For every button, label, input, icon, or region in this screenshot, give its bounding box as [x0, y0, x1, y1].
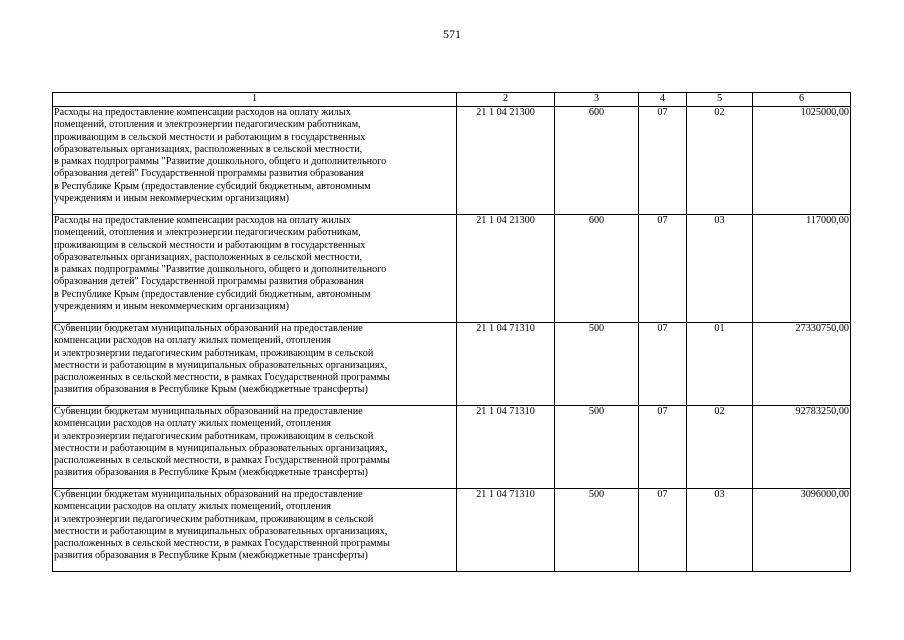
header-cell-amount: 6 — [753, 93, 851, 107]
row-col5: 03 — [687, 215, 753, 323]
row-col5: 03 — [687, 489, 753, 572]
row-code: 21 1 04 71310 — [457, 489, 555, 572]
row-col3: 500 — [555, 489, 639, 572]
row-description: Расходы на предоставление компенсации расходов на оплату жилых помещений, отопления и электроэнергии педагогическим работникам, проживающим в сельской местности и работающим в государственных образовательных организациях, расположенных в сельской местности, в рамках подпрограммы "Развитие дошкольного, общего и дополнительного образования детей" Государственной программы развития образования в Республике Крым (предоставление субсидий бюджетным, автономным учреждениям и иным некоммерческим организациям) — [53, 215, 457, 323]
header-cell-col4: 4 — [639, 93, 687, 107]
row-col5: 02 — [687, 107, 753, 215]
row-col4: 07 — [639, 406, 687, 489]
row-description: Субвенции бюджетам муниципальных образований на предоставление компенсации расходов на оплату жилых помещений, отопления и электроэнергии педагогическим работникам, проживающим в сельской местности и работающим в муниципальных образовательных организациях, расположенных в сельской местности, в рамках Государственной программы развития образования в Республике Крым (межбюджетные трансферты) — [53, 323, 457, 406]
row-description: Субвенции бюджетам муниципальных образований на предоставление компенсации расходов на оплату жилых помещений, отопления и электроэнергии педагогическим работникам, проживающим в сельской местности и работающим в муниципальных образовательных организациях, расположенных в сельской местности, в рамках Государственной программы развития образования в Республике Крым (межбюджетные трансферты) — [53, 406, 457, 489]
row-col5: 02 — [687, 406, 753, 489]
row-description: Субвенции бюджетам муниципальных образований на предоставление компенсации расходов на оплату жилых помещений, отопления и электроэнергии педагогическим работникам, проживающим в сельской местности и работающим в муниципальных образовательных организациях, расположенных в сельской местности, в рамках Государственной программы развития образования в Республике Крым (межбюджетные трансферты) — [53, 489, 457, 572]
row-code: 21 1 04 21300 — [457, 215, 555, 323]
budget-table — [52, 92, 851, 572]
table-row — [53, 489, 851, 572]
row-col4: 07 — [639, 215, 687, 323]
row-col4: 07 — [639, 107, 687, 215]
header-cell-col5: 5 — [687, 93, 753, 107]
row-col3: 500 — [555, 323, 639, 406]
header-cell-col3: 3 — [555, 93, 639, 107]
header-cell-description: 1 — [53, 93, 457, 107]
row-col4: 07 — [639, 489, 687, 572]
page-number: 571 — [443, 27, 461, 41]
row-description: Расходы на предоставление компенсации расходов на оплату жилых помещений, отопления и электроэнергии педагогическим работникам, проживающим в сельской местности и работающим в государственных образовательных организациях, расположенных в сельской местности, в рамках подпрограммы "Развитие дошкольного, общего и дополнительного образования детей" Государственной программы развития образования в Республике Крым (предоставление субсидий бюджетным, автономным учреждениям и иным некоммерческим организациям) — [53, 107, 457, 215]
row-amount: 1025000,00 — [753, 107, 851, 215]
row-col4: 07 — [639, 323, 687, 406]
row-amount: 92783250,00 — [753, 406, 851, 489]
row-col3: 600 — [555, 215, 639, 323]
row-code: 21 1 04 21300 — [457, 107, 555, 215]
row-col3: 500 — [555, 406, 639, 489]
row-amount: 117000,00 — [753, 215, 851, 323]
table-row — [53, 323, 851, 406]
table-row — [53, 406, 851, 489]
header-cell-code: 2 — [457, 93, 555, 107]
table-row — [53, 215, 851, 323]
row-col5: 01 — [687, 323, 753, 406]
row-amount: 27330750,00 — [753, 323, 851, 406]
row-code: 21 1 04 71310 — [457, 323, 555, 406]
row-amount: 3096000,00 — [753, 489, 851, 572]
row-col3: 600 — [555, 107, 639, 215]
table-header-row — [53, 93, 851, 107]
table-row — [53, 107, 851, 215]
row-code: 21 1 04 71310 — [457, 406, 555, 489]
